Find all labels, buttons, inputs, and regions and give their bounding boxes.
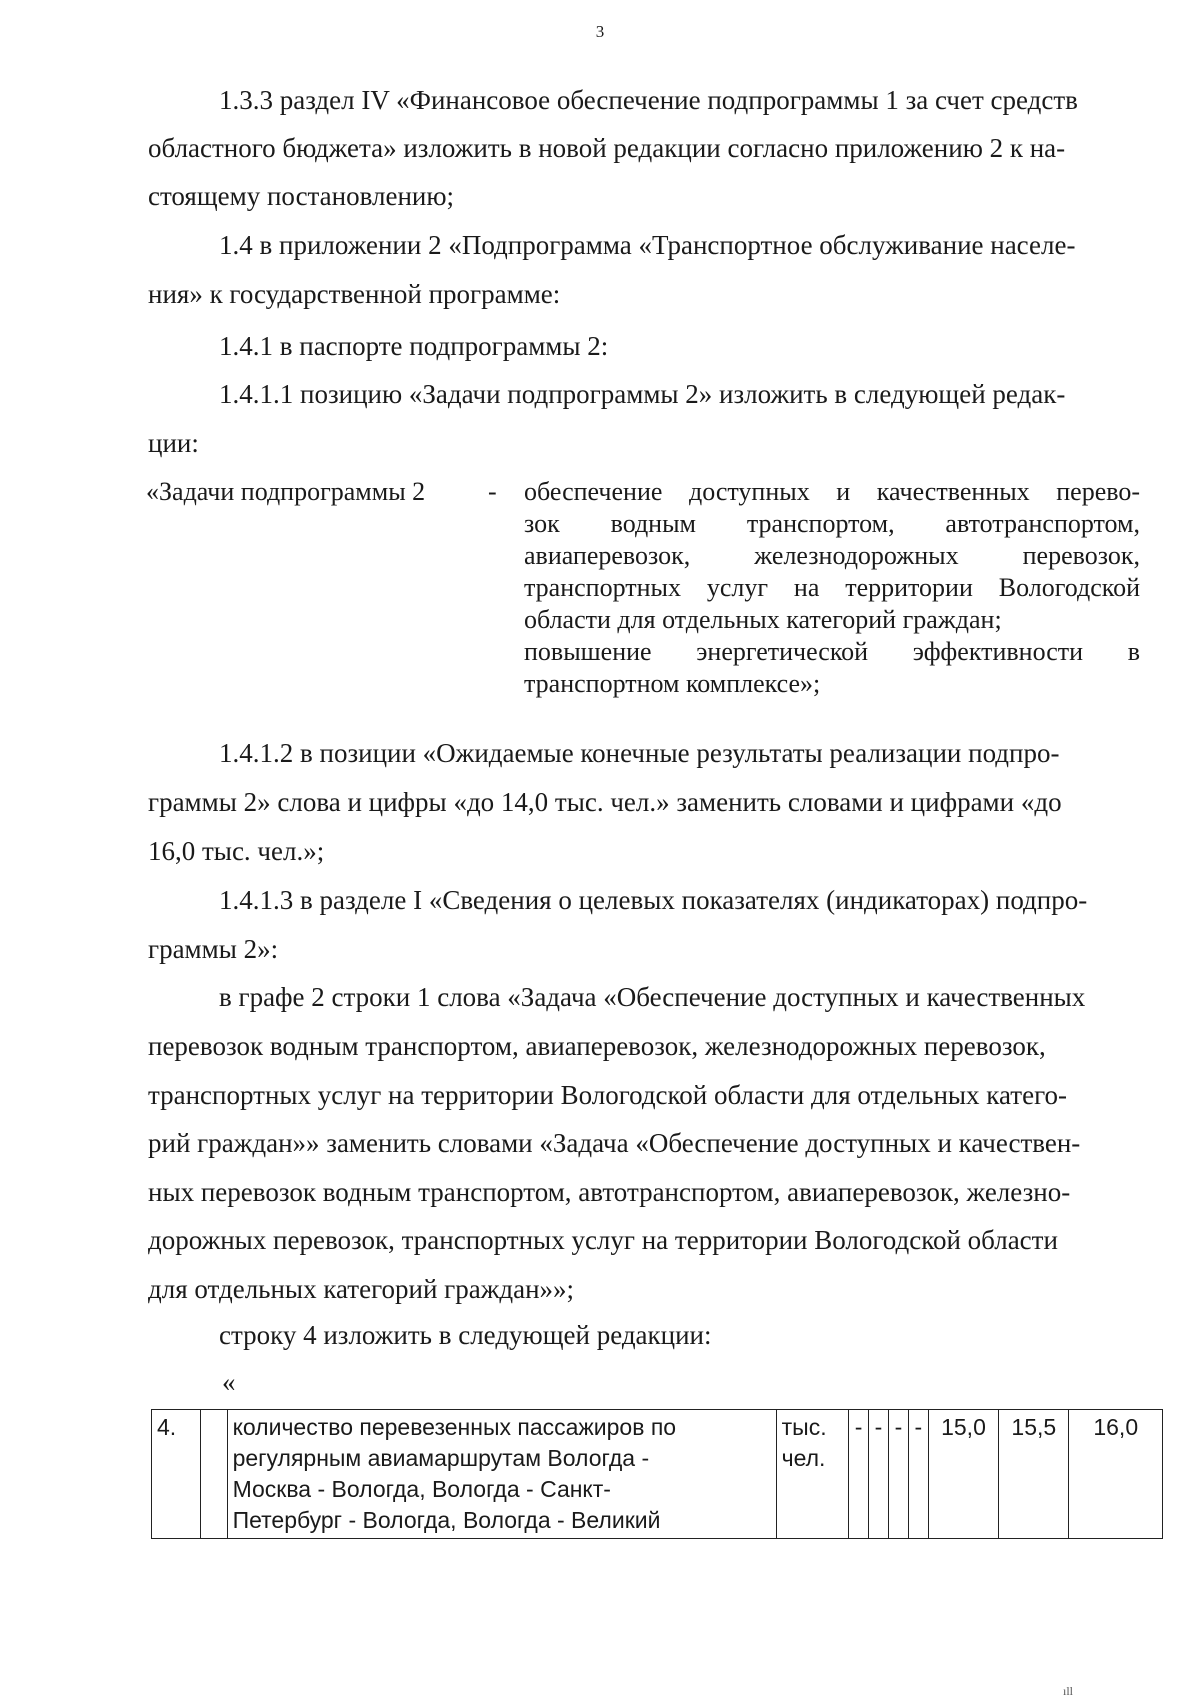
scan-mark: ıll (1063, 1684, 1074, 1698)
tasks-line-3: авиаперевозок, железнодорожных перевозок, (524, 541, 1140, 570)
paragraph-1-4-1-2-line-1: 1.4.1.2 в позиции «Ожидаемые конечные результаты реализации подпро- (219, 738, 1060, 768)
unit-cell (776, 1410, 848, 1539)
indicator-name-line: регулярным авиамаршрутам Вологда - (232, 1445, 650, 1471)
dash-cell: - (849, 1410, 869, 1539)
dash-cell: - (888, 1410, 908, 1539)
dash-cell: - (908, 1410, 928, 1539)
tasks-line-5: области для отдельных категорий граждан; (524, 605, 1002, 634)
quote-open: « (222, 1367, 236, 1397)
value-cell: 15,0 (928, 1410, 998, 1539)
paragraph-1-3-3-line-2: областного бюджета» изложить в новой редакции согласно приложению 2 к на- (148, 133, 1066, 163)
tasks-label: «Задачи подпрограммы 2 (146, 477, 426, 506)
indicator-name-line: Москва - Вологда, Вологда - Санкт- (232, 1476, 611, 1502)
paragraph-column-2-line-5: ных перевозок водным транспортом, автотранспортом, авиаперевозок, железно- (148, 1177, 1071, 1207)
paragraph-1-4-line-2: ния» к государственной программе: (148, 279, 561, 309)
unit-line: тыс. (781, 1414, 827, 1440)
paragraph-1-4-1-2-line-3: 16,0 тыс. чел.»; (148, 836, 325, 866)
tasks-line-4: транспортных услуг на территории Вологодской (524, 573, 1140, 602)
indicator-table (151, 1409, 1163, 1539)
unit-line: чел. (781, 1445, 826, 1471)
paragraph-column-2-line-4: рий граждан»» заменить словами «Задача «Обеспечение доступных и качествен- (148, 1128, 1081, 1158)
paragraph-1-3-3-line-3: стоящему постановлению; (148, 181, 455, 211)
table-row (152, 1410, 1163, 1539)
paragraph-1-4-1-3-line-2: граммы 2»: (148, 934, 279, 964)
paragraph-1-4-1-1-line-2: ции: (148, 428, 199, 458)
paragraph-column-2-line-6: дорожных перевозок, транспортных услуг на территории Вологодской области (148, 1225, 1058, 1255)
indicator-name-line: количество перевезенных пассажиров по (232, 1414, 677, 1440)
value-cell: 15,5 (999, 1410, 1069, 1539)
dash-cell: - (869, 1410, 889, 1539)
empty-cell (201, 1410, 227, 1539)
paragraph-column-2-line-3: транспортных услуг на территории Вологодской области для отдельных катего- (148, 1080, 1067, 1110)
tasks-dash: - (488, 477, 497, 506)
paragraph-row-4-intro: строку 4 изложить в следующей редакции: (219, 1320, 712, 1350)
tasks-line-6: повышение энергетической эффективности в (524, 637, 1140, 666)
paragraph-1-3-3-line-1: 1.3.3 раздел IV «Финансовое обеспечение подпрограммы 1 за счет средств (219, 85, 1078, 115)
page-number: 3 (595, 22, 605, 41)
indicator-name-line: Петербург - Вологда, Вологда - Великий (232, 1507, 661, 1533)
value-cell: 16,0 (1069, 1410, 1163, 1539)
paragraph-1-4-1-3-line-1: 1.4.1.3 в разделе I «Сведения о целевых показателях (индикаторах) подпро- (219, 885, 1088, 915)
paragraph-1-4-line-1: 1.4 в приложении 2 «Подпрограмма «Транспортное обслуживание населе- (219, 230, 1076, 260)
paragraph-column-2-line-1: в графе 2 строки 1 слова «Задача «Обеспечение доступных и качественных (219, 982, 1086, 1012)
paragraph-1-4-1-2-line-2: граммы 2» слова и цифры «до 14,0 тыс. чел.» заменить словами и цифрами «до (148, 787, 1062, 817)
paragraph-column-2-line-2: перевозок водным транспортом, авиаперевозок, железнодорожных перевозок, (148, 1031, 1046, 1061)
paragraph-column-2-line-7: для отдельных категорий граждан»»; (148, 1274, 575, 1304)
tasks-line-2: зок водным транспортом, автотранспортом, (524, 509, 1140, 538)
tasks-line-1: обеспечение доступных и качественных перево- (524, 477, 1140, 506)
tasks-line-7: транспортном комплексе»; (524, 669, 821, 698)
indicator-name-cell (227, 1410, 776, 1539)
row-number-cell: 4. (152, 1410, 201, 1539)
paragraph-1-4-1-1-line-1: 1.4.1.1 позицию «Задачи подпрограммы 2» изложить в следующей редак- (219, 379, 1066, 409)
paragraph-1-4-1: 1.4.1 в паспорте подпрограммы 2: (219, 331, 609, 361)
